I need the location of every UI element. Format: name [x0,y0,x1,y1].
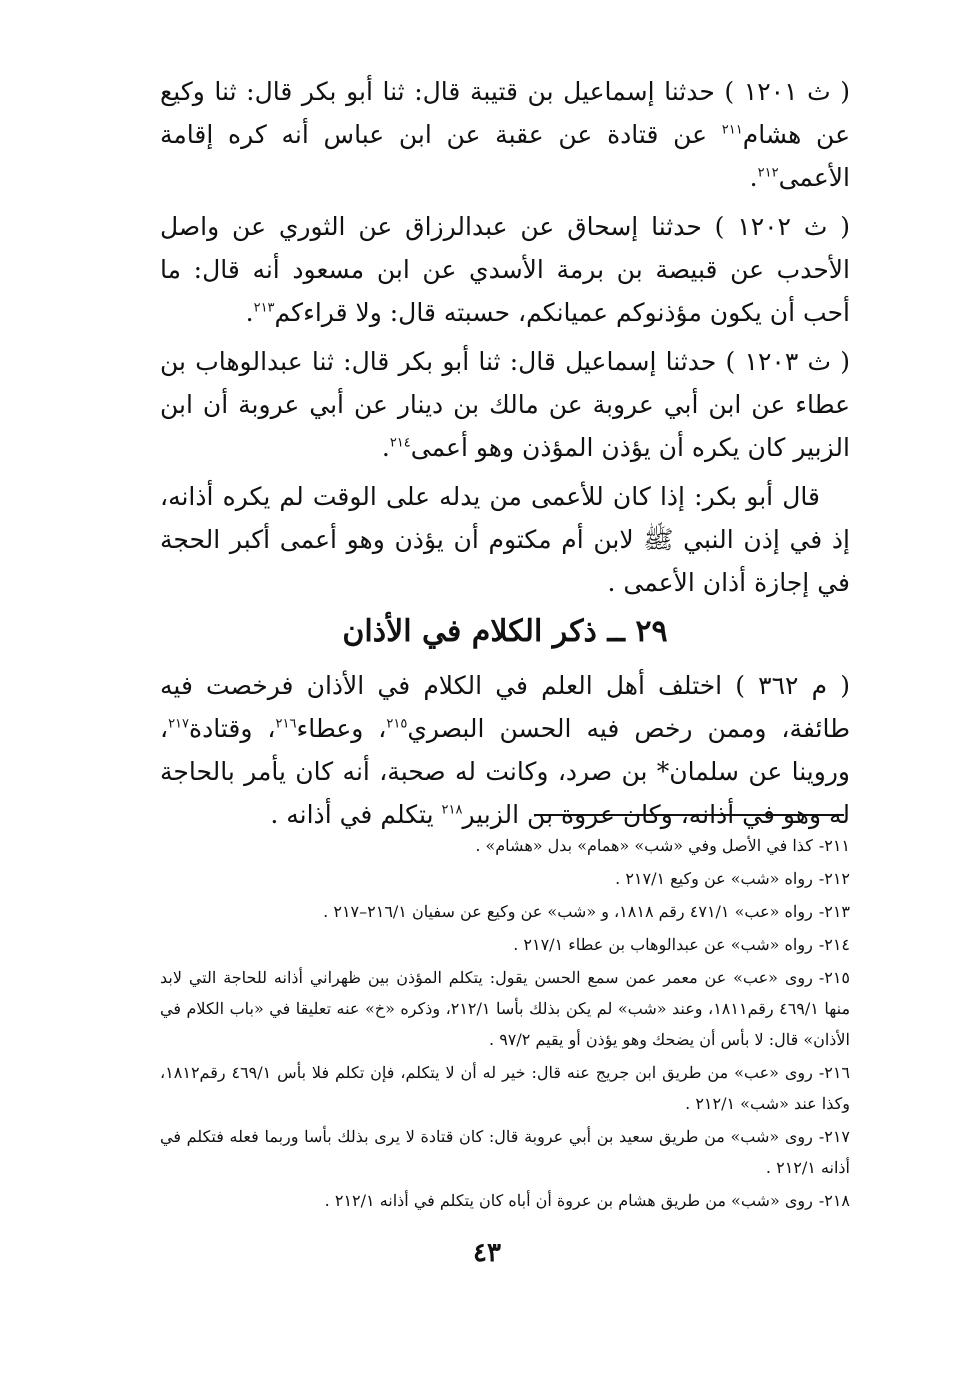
paragraph-text: عن قتادة عن عقبة عن ابن عباس أنه كره إقامة الأعمى [160,120,850,192]
footnote-212 [160,863,850,894]
footnote-218 [160,1185,850,1216]
footnote-number: ٢١٧- [818,1127,850,1146]
footnote-text: كذا في الأصل وفي «شب» «همام» بدل «هشام» . [475,836,813,855]
footnote-ref: ٢١٦ [275,716,297,732]
footnote-216 [160,1057,850,1119]
footnote-text: روى «عب» عن معمر عمن سمع الحسن يقول: يتكلم المؤذن بين ظهراني أذانه للحاجة التي لابد منها ٤٦٩/١ رقم١٨١١، وعند «شب» لم يكن بذلك بأسا ٢١٢/١، وذكره «خ» عنه تعليقا في «باب الكلام في الأذان» قال: لا بأس أن يضحك وهو يؤذن أو يقيم ٩٧/٢ . [160,968,851,1049]
footnote-217 [160,1121,850,1183]
footnote-text: رواه «عب» ٤٧١/١ رقم ١٨١٨، و «شب» عن وكيع عن سفيان ٢١٦/١–٢١٧ . [323,902,813,921]
footnote-number: ٢١٥- [818,968,850,987]
footnote-ref: ٢١٧ [168,716,190,732]
paragraph-end: . [381,433,390,462]
footnote-text: رواه «شب» عن وكيع ٢١٧/١ . [615,869,813,888]
footnote-ref: ٢١٤ [389,435,411,451]
paragraph-end: . [749,163,758,192]
paragraph-1201 [160,70,850,199]
footnote-211 [160,830,850,861]
paragraph-text: ( ث ١٢٠٣ ) حدثنا إسماعيل قال: ثنا أبو بكر قال: ثنا عبدالوهاب بن عطاء عن ابن أبي عروبة عن مالك بن دينار عن أبي عروبة أن ابن الزبير كان يكره أن يؤذن المؤذن وهو أعمى [160,347,850,462]
paragraph-text: ( م ٣٦٢ ) اختلف أهل العلم في الكلام في الأذان فرخصت فيه طائفة، وممن رخص فيه الحسن البصري [160,671,850,743]
paragraph-abu-bakr: قال أبو بكر: إذا كان للأعمى من يدله على الوقت لم يكره أذانه، إذ في إذن النبي ﷺ لابن أم مكتوم أن يؤذن وهو أعمى أكبر الحجة في إجازة أذان الأعمى . [160,482,850,597]
footnote-213 [160,896,850,927]
paragraph-1202 [160,205,850,334]
footnote-ref: ٢١٨ [441,802,463,818]
footnote-number: ٢١٦- [818,1063,851,1082]
paragraph-text: ، وعطاء [296,714,387,743]
footnote-text: روى «عب» من طريق ابن جريج عنه قال: خير له أن لا يتكلم، فإن تكلم فلا بأس ٤٦٩/١ رقم١٨١٢، وكذا عند «شب» ٢١٢/١ . [160,1063,850,1113]
footnote-ref: ٢١٢ [757,165,779,181]
footnote-ref: ٢١٥ [386,716,408,732]
footnote-number: ٢١٨- [818,1191,850,1210]
footnote-text: روى «شب» من طريق هشام بن عروة أن أباه كان يتكلم في أذانه ٢١٢/١ . [324,1191,813,1210]
main-text [160,70,850,842]
footnotes [160,830,850,1218]
paragraph-m362 [160,664,850,836]
footnote-text: رواه «شب» عن عبدالوهاب بن عطاء ٢١٧/١ . [513,935,813,954]
footnote-214 [160,929,850,960]
footnote-number: ٢١٢- [818,869,850,888]
footnote-number: ٢١٤- [818,935,850,954]
footnote-number: ٢١٣- [818,902,850,921]
paragraph-text: ، وقتادة [189,714,276,743]
section-heading: ٢٩ ــ ذكر الكلام في الأذان [342,614,668,649]
footnote-divider [534,814,844,816]
footnote-text: روى «شب» من طريق سعيد بن أبي عروبة قال: كان قتادة لا يرى بذلك بأسا وربما فعله فتكلم في أذانه ٢١٢/١ . [160,1127,850,1177]
paragraph-end: . [245,298,254,327]
paragraph-text: ( ث ١٢٠٢ ) حدثنا إسحاق عن عبدالرزاق عن الثوري عن واصل الأحدب عن قبيصة بن برمة الأسدي عن ابن مسعود أنه قال: ما أحب أن يكون مؤذنوكم عميانكم، حسبته قال: ولا قراءكم [160,212,850,327]
footnote-ref: ٢١١ [721,122,743,138]
footnote-number: ٢١١- [818,836,850,855]
page-number: ٤٣ [473,1238,501,1268]
paragraph-text: يتكلم في أذانه . [270,800,442,829]
footnote-215 [160,962,850,1055]
paragraph-text: ( ث ١٢٠١ ) حدثنا إسماعيل بن قتيبة قال: ثنا أبو بكر قال: ثنا وكيع عن هشام [160,77,850,149]
paragraph-1203 [160,340,850,469]
paragraph-text: ، وروينا عن سلمان* بن صرد، وكانت له صحبة، أنه كان يأمر بالحاجة له وهو في أذانه، وكان عروة بن الزبير [160,714,850,829]
footnote-ref: ٢١٣ [253,300,275,316]
